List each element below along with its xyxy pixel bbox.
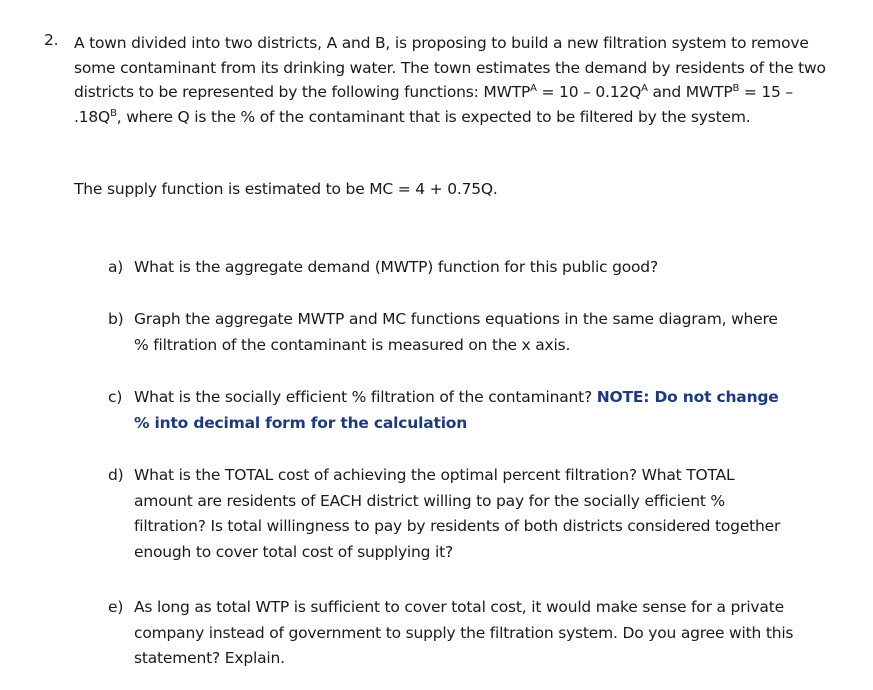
intro-text-5: , where Q is the % of the contaminant that is expected to be filtered by the system. <box>116 107 751 126</box>
sub-question-letter: b) <box>108 310 124 328</box>
problem-intro <box>74 31 834 129</box>
sub-question-text: As long as total WTP is sufficient to cover total cost, it would make sense for a private company instead of government to supply the filtration system. Do you agree with this statement? Explain. <box>134 598 794 667</box>
superscript-b: B <box>110 107 117 119</box>
sub-question-text: What is the TOTAL cost of achieving the optimal percent filtration? What TOTAL amount are residents of EACH district willing to pay for the socially efficient % filtration? Is total willingness to pay by residents of both districts considered together enough to cover total cost of supplying it? <box>134 466 781 561</box>
sub-question-text: Graph the aggregate MWTP and MC functions equations in the same diagram, where % filtration of the contaminant is measured on the x axis. <box>134 310 778 354</box>
calculation-note: NOTE: Do not change % into decimal form for the calculation <box>134 388 779 432</box>
sub-question-letter: c) <box>108 388 123 406</box>
sub-question-letter: e) <box>108 598 124 616</box>
sub-question-letter: a) <box>108 258 124 276</box>
superscript-a: A <box>530 83 537 94</box>
supply-function: The supply function is estimated to be MC = 4 + 0.75Q. <box>74 180 498 198</box>
sub-question-text-wrapper <box>134 385 794 436</box>
intro-text-3: and MWTP <box>647 83 733 101</box>
intro-text-2: = 10 – 0.12Q <box>536 83 642 101</box>
intro-text-1: A town divided into two districts, A and B, is proposing to build a new filtration system to remove some contaminant from its drinking water. The town estimates the demand by residents of the two districts to be represented by the following functions: MWTP <box>74 34 826 101</box>
superscript-a: A <box>641 83 648 94</box>
problem-number: 2. <box>44 31 59 49</box>
intro-text-4: = 15 – .18Q <box>74 83 793 126</box>
sub-question-letter: d) <box>108 466 124 484</box>
superscript-b: B <box>732 83 740 94</box>
sub-question-text: What is the aggregate demand (MWTP) function for this public good? <box>134 258 658 276</box>
sub-question-text: What is the socially efficient % filtration of the contaminant? <box>134 388 597 406</box>
